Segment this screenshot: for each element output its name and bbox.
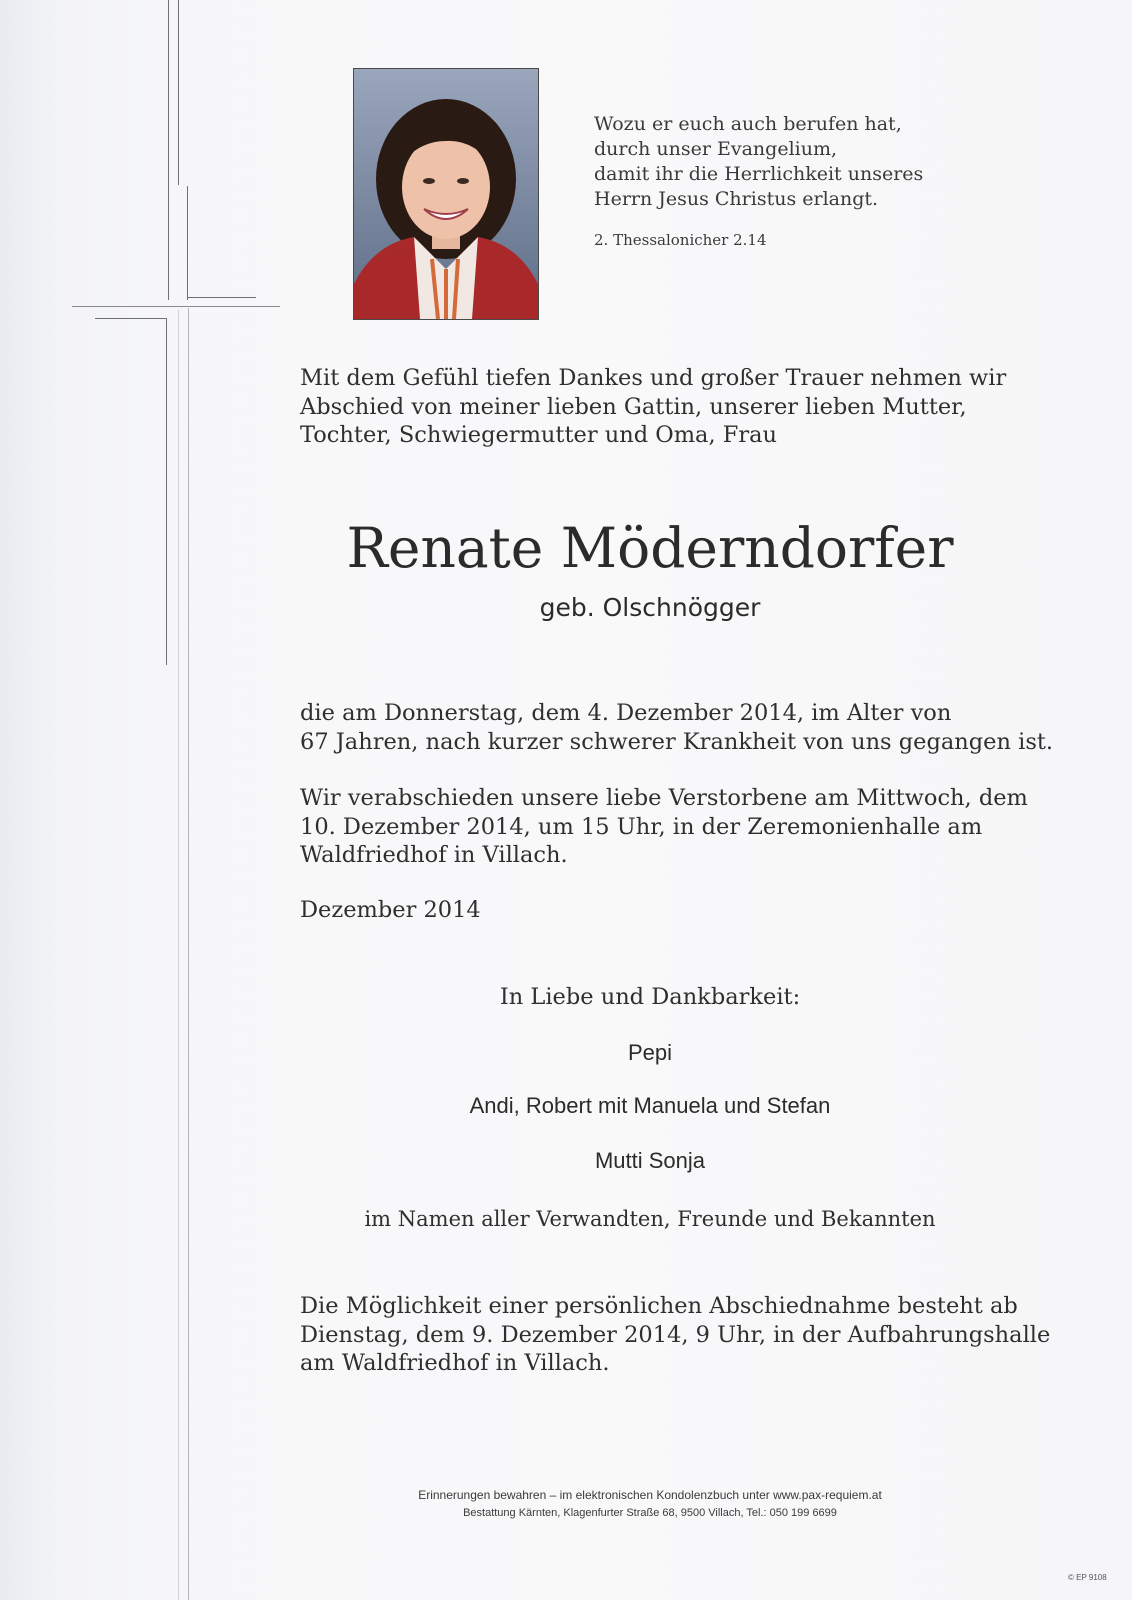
text-line: 67 Jahren, nach kurzer schwerer Krankheit von uns gegangen ist. xyxy=(300,728,1054,755)
footer-address: Bestattung Kärnten, Klagenfurter Straße 68, 9500 Villach, Tel.: 050 199 6699 xyxy=(463,1507,837,1519)
cross-line xyxy=(178,310,179,1600)
text-line: Waldfriedhof in Villach. xyxy=(300,842,568,868)
viewing-notice xyxy=(300,1292,1050,1378)
cross-line xyxy=(168,0,169,300)
portrait-photo xyxy=(353,68,539,320)
text-line: am Waldfriedhof in Villach. xyxy=(300,1350,610,1376)
mourner-children: Andi, Robert mit Manuela und Stefan xyxy=(469,1093,831,1118)
mourner-relatives: im Namen aller Verwandten, Freunde und Bekannten xyxy=(364,1207,936,1231)
cross-line xyxy=(188,308,189,1600)
cross-line xyxy=(187,186,188,300)
cross-line xyxy=(72,306,280,307)
mourner-spouse: Pepi xyxy=(627,1040,673,1065)
death-notice xyxy=(300,699,1053,756)
footer-condolence: Erinnerungen bewahren – im elektronischen Kondolenzbuch unter www.pax-requiem.at xyxy=(418,1488,882,1502)
portrait-illustration xyxy=(354,69,538,319)
verse-line: Herrn Jesus Christus erlangt. xyxy=(594,188,879,210)
notice-date: Dezember 2014 xyxy=(300,897,481,923)
cross-line xyxy=(95,318,167,319)
bible-verse xyxy=(594,112,923,212)
text-line: Tochter, Schwiegermutter und Oma, Frau xyxy=(300,422,778,448)
funeral-notice xyxy=(300,784,1028,870)
verse-line: durch unser Evangelium, xyxy=(594,138,838,160)
cross-line xyxy=(187,297,256,298)
text-line: Dienstag, dem 9. Dezember 2014, 9 Uhr, in der Aufbahrungshalle xyxy=(300,1321,1051,1348)
intro-paragraph xyxy=(300,364,1006,450)
text-line: Abschied von meiner lieben Gattin, unserer lieben Mutter, xyxy=(300,393,967,420)
deceased-name: Renate Möderndorfer xyxy=(346,516,954,580)
mourner-mother: Mutti Sonja xyxy=(594,1148,706,1173)
verse-line: Wozu er euch auch berufen hat, xyxy=(594,113,902,135)
text-line: 10. Dezember 2014, um 15 Uhr, in der Zeremonienhalle am xyxy=(300,813,983,840)
verse-source: 2. Thessalonicher 2.14 xyxy=(594,231,767,249)
text-line: Mit dem Gefühl tiefen Dankes und großer Trauer nehmen wir xyxy=(300,365,1007,391)
text-line: Die Möglichkeit einer persönlichen Abschiednahme besteht ab xyxy=(300,1293,1018,1319)
text-line: Wir verabschieden unsere liebe Verstorbene am Mittwoch, dem xyxy=(300,785,1028,811)
cross-line xyxy=(178,0,179,185)
verse-line: damit ihr die Herrlichkeit unseres xyxy=(594,163,924,185)
birth-name: geb. Olschnögger xyxy=(539,593,761,622)
text-line: die am Donnerstag, dem 4. Dezember 2014, im Alter von xyxy=(300,700,952,726)
copyright-mark: © EP 9108 xyxy=(1068,1573,1107,1582)
mourners-heading: In Liebe und Dankbarkeit: xyxy=(499,984,801,1010)
